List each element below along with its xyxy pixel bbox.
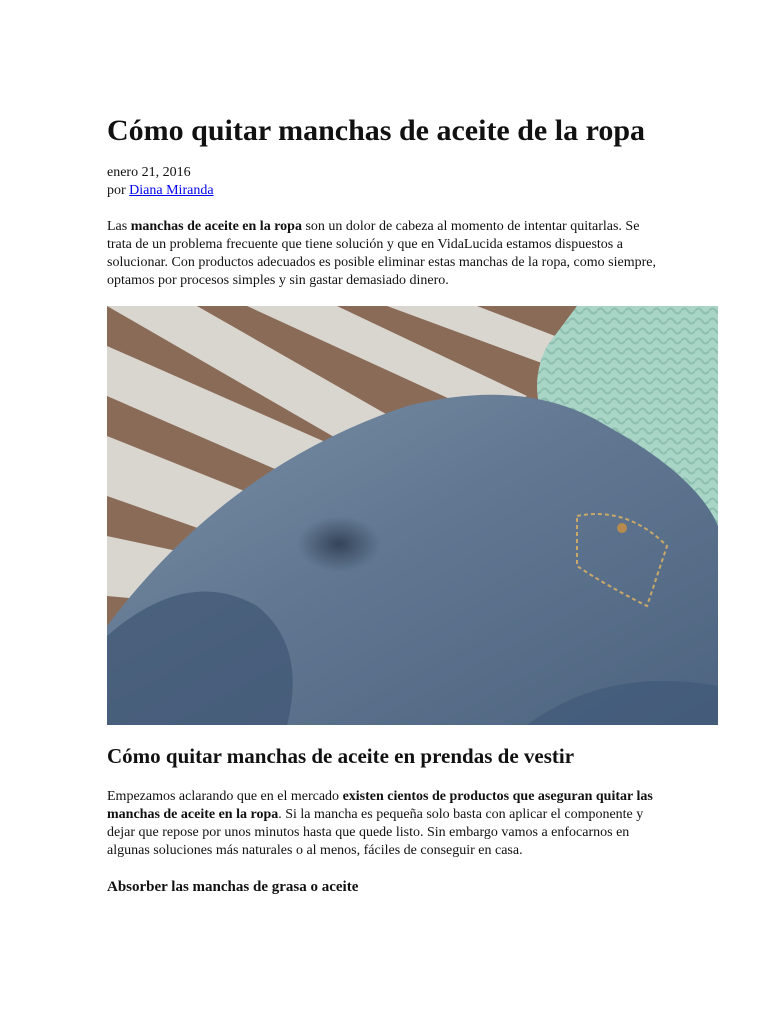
byline-prefix: por xyxy=(107,183,126,198)
intro-paragraph xyxy=(107,218,667,290)
article-title: Cómo quitar manchas de aceite de la ropa xyxy=(107,114,646,147)
byline xyxy=(107,182,214,200)
section-bold-text: existen cientos de productos que aseguran quitar las manchas de aceite en la ropa xyxy=(107,789,653,822)
rivet xyxy=(617,523,627,533)
jeans-oil-stain-photo xyxy=(107,306,718,725)
section-paragraph xyxy=(107,788,667,860)
article-date: enero 21, 2016 xyxy=(107,165,191,180)
article-meta xyxy=(107,164,214,200)
hero-image xyxy=(107,306,718,725)
subsection-title: Absorber las manchas de grasa o aceite xyxy=(107,879,359,895)
intro-bold-text: manchas de aceite en la ropa xyxy=(130,219,302,234)
section-title: Cómo quitar manchas de aceite en prendas de vestir xyxy=(107,744,575,768)
section-text-1: Empezamos aclarando que en el mercado xyxy=(107,789,343,804)
section-text-2: . Si la mancha es pequeña solo basta con aplicar el componente y dejar que repose por unos minutos hasta que quede listo. Sin embargo vamos a enfocarnos en algunas soluciones más naturales o al menos, fáciles de conseguir en casa. xyxy=(107,807,644,858)
author-link[interactable]: Diana Miranda xyxy=(129,183,214,198)
intro-text-2: son un dolor de cabeza al momento de intentar quitarlas. Se trata de un problema frecuente que tiene solución y que en VidaLucida estamos dispuestos a solucionar. Con productos adecuados es posible eliminar estas manchas de la ropa, como siempre, optamos por procesos simples y sin gastar demasiado dinero. xyxy=(107,219,656,288)
intro-text-1: Las xyxy=(107,219,131,234)
oil-stain xyxy=(297,516,381,572)
